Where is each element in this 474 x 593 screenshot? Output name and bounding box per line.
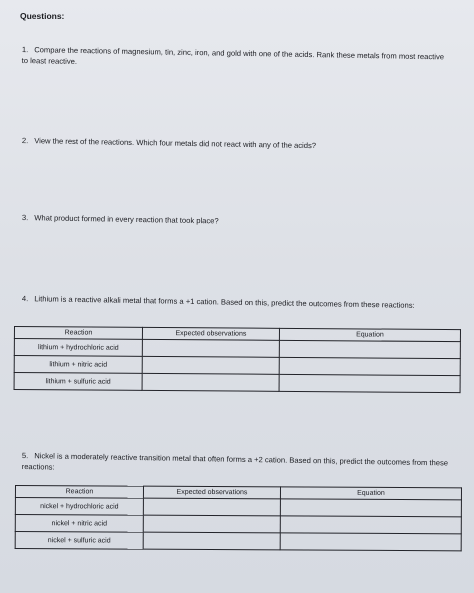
question-1 [22, 44, 452, 74]
column-header-observations: Expected observations [143, 486, 280, 499]
column-header-reaction: Reaction [15, 486, 143, 499]
column-header-equation: Equation [279, 328, 460, 341]
equation-cell[interactable] [279, 374, 460, 392]
observations-cell[interactable] [143, 498, 280, 516]
equation-cell[interactable] [279, 340, 460, 358]
reaction-cell: lithium + nitric acid [14, 356, 142, 374]
questions-heading: Questions: [20, 11, 65, 21]
question-text: Lithium is a reactive alkali metal that forms a +1 cation. Based on this, predict the outcomes from these reactions: [34, 294, 415, 310]
question-text: Nickel is a moderately reactive transition metal that often forms a +2 cation. Based on this, predict the outcomes from these reactions: [21, 451, 449, 472]
reaction-cell: nickel + hydrochloric acid [15, 498, 143, 516]
observations-cell[interactable] [143, 532, 280, 550]
lithium-reactions-table [14, 326, 461, 393]
column-header-equation: Equation [280, 487, 461, 500]
question-4 [22, 293, 454, 312]
reaction-cell: lithium + sulfuric acid [14, 373, 142, 391]
observations-cell[interactable] [142, 356, 279, 374]
column-header-observations: Expected observations [142, 327, 279, 340]
reaction-cell: nickel + nitric acid [15, 515, 143, 533]
question-number: 1. [21, 44, 29, 55]
reaction-cell: nickel + sulfuric acid [15, 532, 143, 550]
nickel-reactions-table [15, 485, 462, 551]
column-header-reaction: Reaction [14, 327, 142, 340]
table-row [14, 373, 460, 393]
equation-cell[interactable] [280, 499, 461, 517]
question-3 [22, 212, 452, 231]
question-number: 4. [21, 293, 29, 304]
observations-cell[interactable] [143, 515, 280, 533]
table-row [15, 532, 461, 551]
question-5 [22, 450, 454, 480]
equation-cell[interactable] [280, 516, 461, 534]
question-number: 5. [21, 450, 29, 461]
question-2 [22, 135, 452, 154]
equation-cell[interactable] [279, 357, 460, 375]
observations-cell[interactable] [142, 339, 279, 357]
question-text: Compare the reactions of magnesium, tin, zinc, iron, and gold with one of the acids. Rank these metals from most reactive to least reactive. [21, 45, 445, 66]
observations-cell[interactable] [142, 373, 279, 391]
reaction-cell: lithium + hydrochloric acid [14, 339, 142, 357]
question-number: 2. [21, 135, 29, 146]
question-text: What product formed in every reaction that took place? [34, 213, 219, 226]
question-text: View the rest of the reactions. Which four metals did not react with any of the acids? [34, 136, 317, 151]
equation-cell[interactable] [280, 533, 461, 551]
question-number: 3. [21, 212, 29, 223]
